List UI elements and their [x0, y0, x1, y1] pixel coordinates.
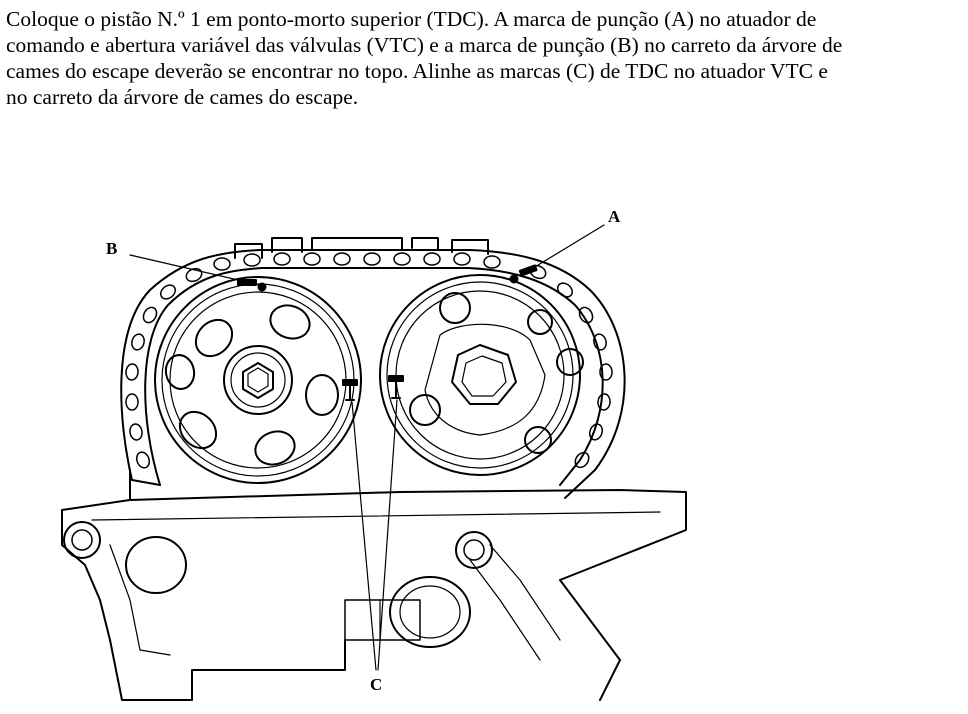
engine-rib-right [490, 545, 560, 640]
head-bolt-left-boss [64, 522, 100, 558]
head-port-right-inner [400, 586, 460, 638]
engine-rib-left [110, 545, 170, 655]
head-bolt-right-boss [456, 532, 492, 568]
engine-inner-edge [92, 512, 660, 520]
punch-mark-b [238, 280, 266, 291]
instruction-line-1: Coloque o pistão N.º 1 em ponto-morto superior (TDC). A marca de punção (A) no atuador de [6, 7, 817, 31]
leader-line-c-left [352, 402, 376, 670]
instruction-line-3: cames do escape deverão se encontrar no topo. Alinhe as marcas (C) de TDC no atuador VTC e [6, 59, 828, 83]
exhaust-cam-sprocket [155, 277, 361, 483]
head-port-left [126, 537, 186, 593]
engine-rib-mid [470, 560, 540, 660]
timing-chain-left-tail [132, 480, 160, 485]
callout-b: B [106, 239, 118, 258]
head-bolt-left [72, 530, 92, 550]
engine-head-outline [62, 470, 345, 700]
callout-c: C [370, 675, 383, 694]
callout-a: A [608, 207, 621, 226]
instruction-line-2: comando e abertura variável das válvulas (VTC) e a marca de punção (B) no carreto da árvore de [6, 33, 843, 57]
instruction-line-4: no carreto da árvore de cames do escape. [6, 85, 359, 109]
chain-guide-top [235, 238, 488, 258]
vtc-actuator-sprocket [380, 275, 583, 475]
head-bolt-right [464, 540, 484, 560]
leader-line-a [520, 225, 604, 276]
head-port-right [390, 577, 470, 647]
